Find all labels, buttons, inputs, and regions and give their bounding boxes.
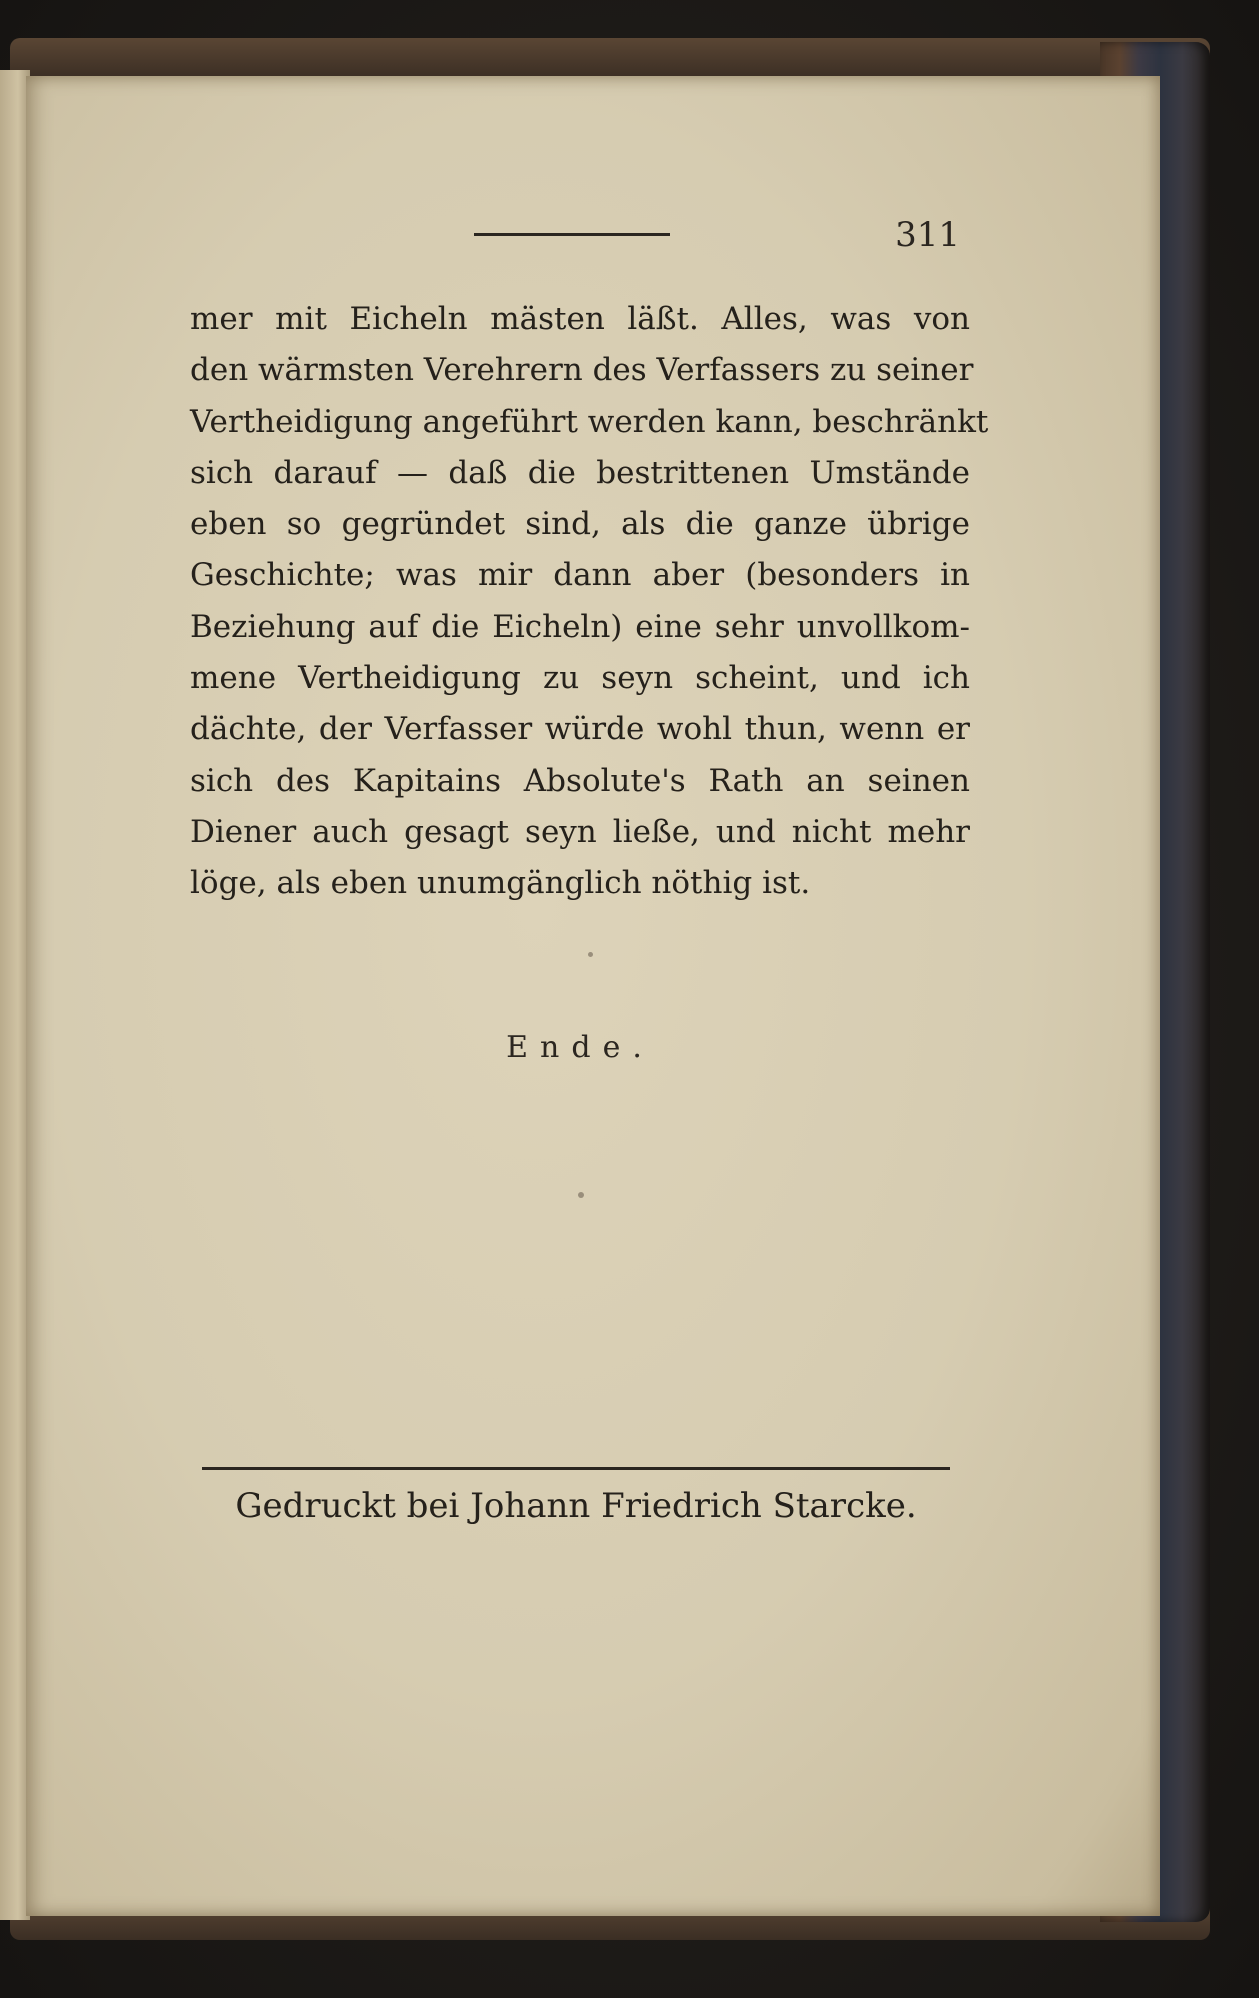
page-number: 311: [895, 215, 960, 255]
text-line: mene Vertheidigung zu seyn scheint, und ich: [190, 660, 970, 697]
text-line: löge, als eben unumgänglich nöthig ist.: [190, 865, 811, 902]
text-line: dächte, der Verfasser würde wohl thun, wenn er: [190, 711, 970, 748]
text-line: Beziehung auf die Eicheln) eine sehr unvollkom-: [190, 608, 970, 645]
text-line: Geschichte; was mir dann aber (besonders in: [190, 557, 970, 594]
text-line: den wärmsten Verehrern des Verfassers zu seiner: [190, 352, 974, 389]
footer-rule: [202, 1467, 950, 1470]
paper-speck: [578, 1192, 584, 1198]
closing-ende: Ende.: [506, 1030, 654, 1065]
text-line: Diener auch gesagt seyn ließe, und nicht mehr: [190, 813, 970, 850]
text-line: eben so gegründet sind, als die ganze übrige: [190, 506, 970, 543]
book-cover-top: [10, 38, 1210, 78]
header-rule: [474, 233, 670, 236]
text-line: sich des Kapitains Absolute's Rath an seinen: [190, 762, 970, 799]
paper-speck: [588, 952, 593, 957]
text-line: Vertheidigung angeführt werden kann, beschränkt: [190, 403, 989, 440]
text-line: mer mit Eicheln mästen läßt. Alles, was von: [190, 301, 970, 337]
printer-imprint: Gedruckt bei Johann Friedrich Starcke.: [235, 1486, 917, 1526]
body-text: [190, 294, 989, 910]
text-line: sich darauf — daß die bestrittenen Umstände: [190, 454, 970, 491]
